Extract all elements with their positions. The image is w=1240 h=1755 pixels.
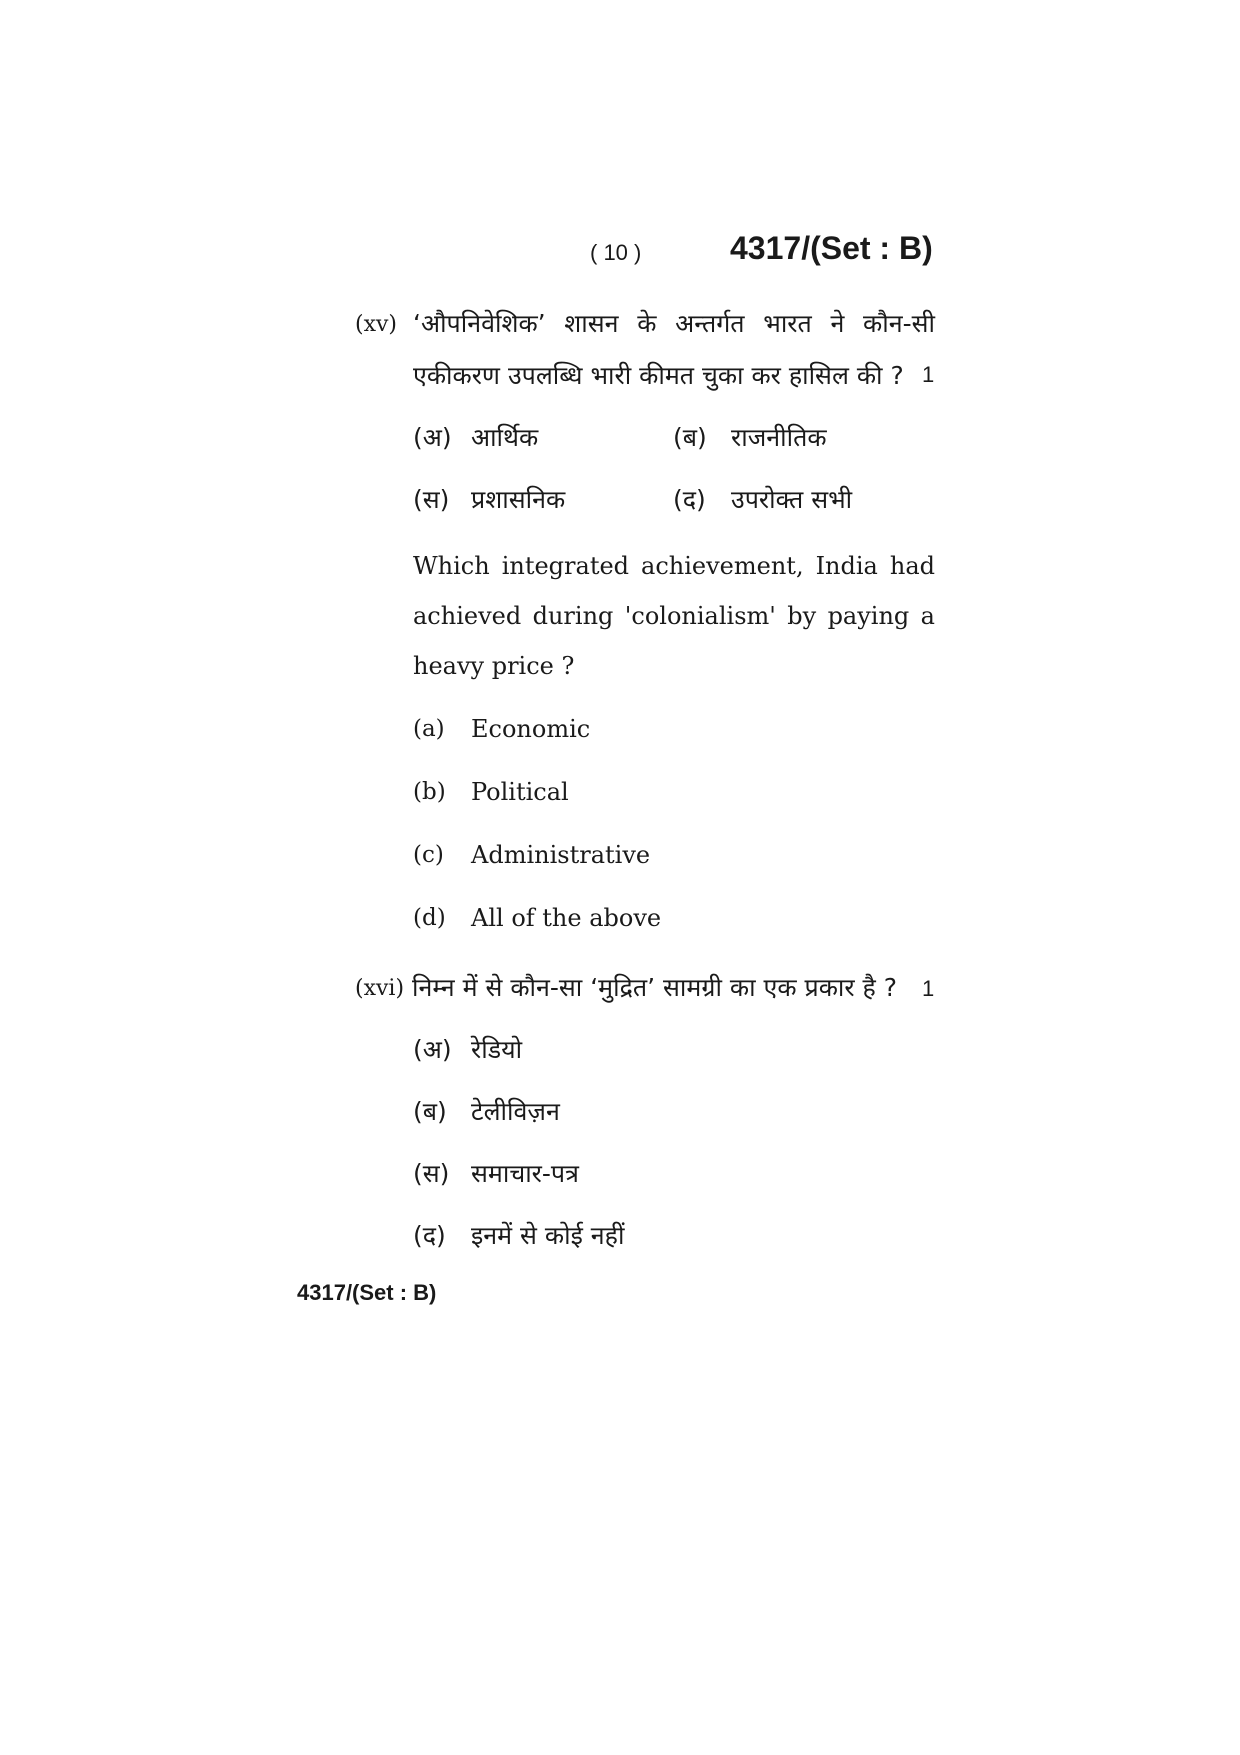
question-hindi-line: एकीकरण उपलब्धि भारी कीमत चुका कर हासिल की ? — [413, 361, 904, 390]
page-number: ( 10 ) — [590, 240, 642, 265]
question-marks: 1 — [922, 976, 935, 1001]
paper-code-header: 4317/(Set : B) — [730, 230, 933, 266]
option-label: (द) — [673, 485, 706, 514]
option-label: (ब) — [413, 1097, 447, 1126]
option-label: (स) — [413, 1159, 450, 1188]
option-text: Administrative — [471, 841, 651, 869]
option-label: (d) — [413, 905, 446, 931]
option-label: (अ) — [413, 423, 452, 452]
option-label: (c) — [413, 842, 444, 868]
option-text: Economic — [471, 715, 591, 743]
question-hindi-line: ‘औपनिवेशिक’ शासन के अन्तर्गत भारत ने कौन-सी — [413, 309, 935, 338]
option-label: (अ) — [413, 1035, 452, 1064]
option-label: (स) — [413, 485, 450, 514]
option-text: टेलीविज़न — [471, 1097, 560, 1126]
option-text: All of the above — [471, 904, 662, 932]
question-english-line: achieved during 'colonialism' by paying a — [413, 602, 935, 630]
option-text: प्रशासनिक — [471, 485, 566, 514]
option-text: आर्थिक — [471, 423, 539, 452]
question-number: (xv) — [355, 312, 398, 337]
option-text: रेडियो — [471, 1035, 523, 1064]
question-english-line: heavy price ? — [413, 652, 575, 680]
question-marks: 1 — [922, 362, 935, 387]
question-hindi-line: निम्न में से कौन-सा ‘मुद्रित’ सामग्री का एक प्रकार है ? — [412, 973, 898, 1002]
option-label: (a) — [413, 716, 445, 742]
option-label: (ब) — [673, 423, 707, 452]
question-number: (xvi) — [355, 976, 405, 1001]
option-label: (द) — [413, 1221, 446, 1250]
option-text: राजनीतिक — [731, 423, 827, 452]
option-text: समाचार-पत्र — [471, 1159, 579, 1188]
option-text: Political — [471, 778, 569, 806]
option-label: (b) — [413, 779, 446, 805]
option-text: उपरोक्त सभी — [731, 485, 853, 514]
option-text: इनमें से कोई नहीं — [471, 1221, 625, 1250]
question-english-line: Which integrated achievement, India had — [413, 552, 935, 580]
paper-code-footer: 4317/(Set : B) — [297, 1280, 437, 1305]
